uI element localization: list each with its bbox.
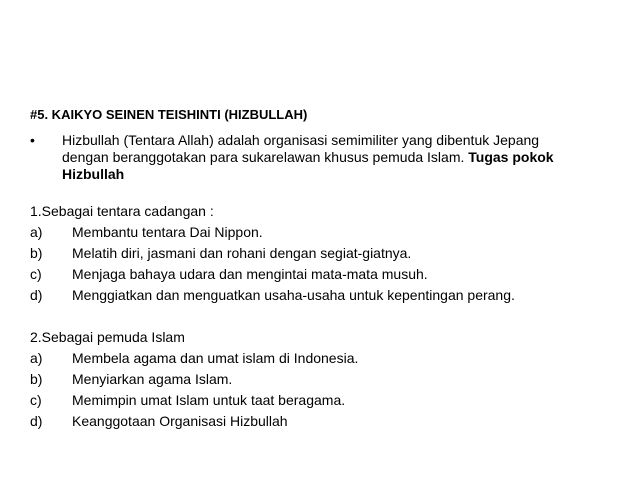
bullet-paragraph	[30, 132, 620, 183]
list-item-text: Keanggotaan Organisasi Hizbullah	[72, 413, 288, 429]
section-title: 2.Sebagai pemuda Islam	[30, 329, 185, 345]
bullet-mark: •	[30, 132, 35, 148]
list-item-text: Menjaga bahaya udara dan mengintai mata-mata musuh.	[72, 266, 428, 282]
list-item-text: Melatih diri, jasmani dan rohani dengan segiat-giatnya.	[72, 245, 412, 261]
slide-heading: #5. KAIKYO SEINEN TEISHINTI (HIZBULLAH)	[30, 107, 308, 122]
list-item-letter: c)	[30, 392, 42, 408]
list-item-letter: a)	[30, 350, 43, 366]
list-item-letter: b)	[30, 371, 43, 387]
list-item-text: Membantu tentara Dai Nippon.	[72, 224, 263, 240]
list-item	[30, 285, 620, 306]
list-item-text: Memimpin umat Islam untuk taat beragama.	[72, 392, 346, 408]
section-title: 1.Sebagai tentara cadangan :	[30, 203, 214, 219]
list-item-letter: b)	[30, 245, 43, 261]
list-item	[30, 264, 620, 285]
section-tentara-cadangan	[30, 200, 620, 306]
section-pemuda-islam	[30, 326, 620, 432]
slide-content	[30, 106, 620, 432]
list-item	[30, 348, 620, 369]
bullet-bold-text: Tugas pokok Hizbullah	[62, 149, 554, 182]
list-item	[30, 369, 620, 390]
list-item	[30, 411, 620, 432]
list-item-letter: a)	[30, 224, 43, 240]
list-item-text: Menggiatkan dan menguatkan usaha-usaha untuk kepentingan perang.	[72, 287, 515, 303]
bullet-text-container	[62, 132, 582, 183]
list-item-text: Menyiarkan agama Islam.	[72, 371, 233, 387]
list-item	[30, 390, 620, 411]
bullet-text: Hizbullah (Tentara Allah) adalah organisasi semimiliter yang dibentuk Jepang dengan beranggotakan para sukarelawan khusus pemuda Islam.	[62, 132, 540, 165]
list-item-letter: d)	[30, 413, 43, 429]
list-item-letter: d)	[30, 287, 43, 303]
list-item	[30, 243, 620, 264]
list-item-letter: c)	[30, 266, 42, 282]
list-item-text: Membela agama dan umat islam di Indonesia.	[72, 350, 359, 366]
list-item	[30, 222, 620, 243]
